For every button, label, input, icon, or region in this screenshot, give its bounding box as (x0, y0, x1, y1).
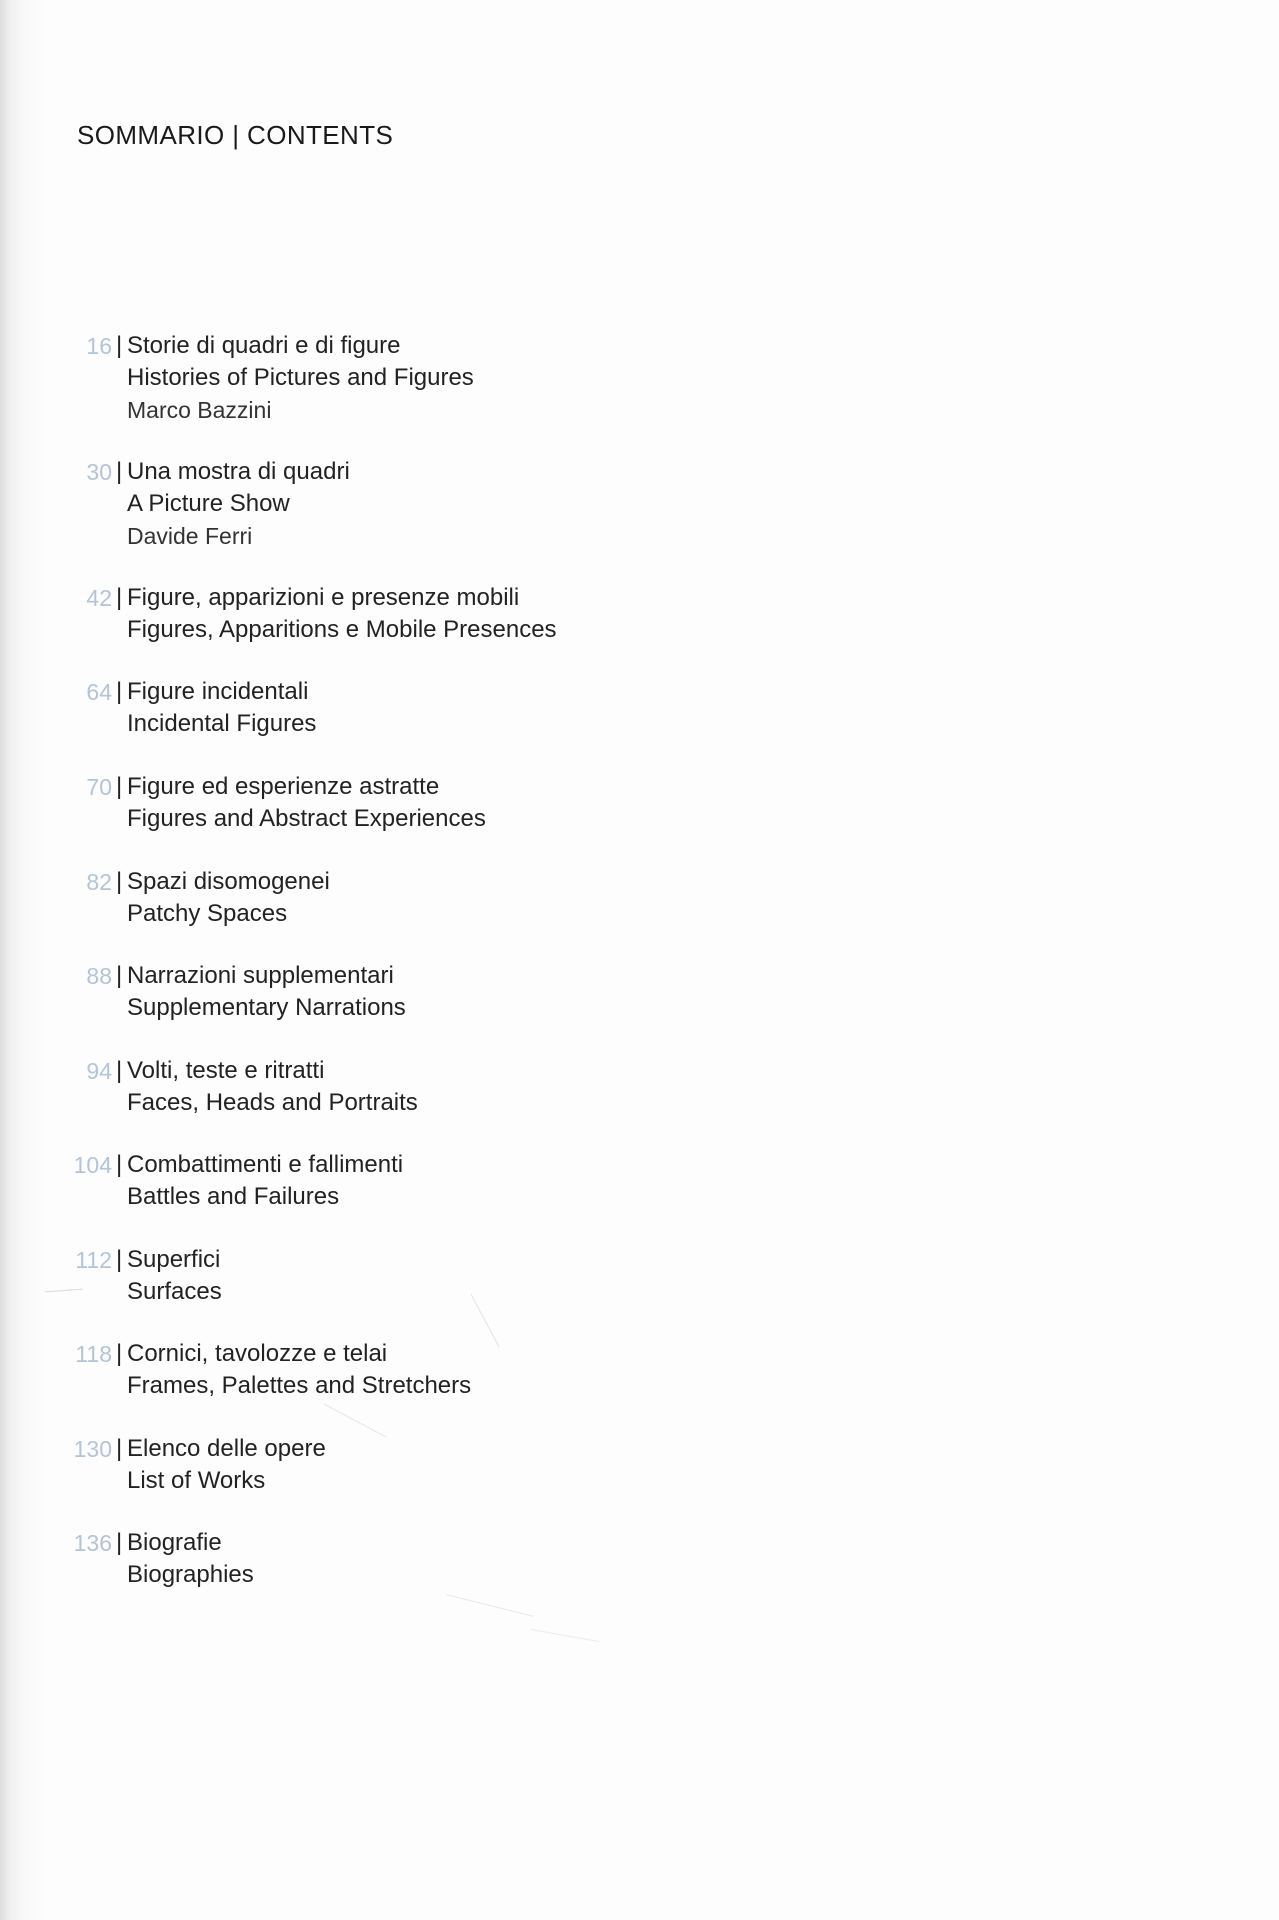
italian-title: Figure incidentali (127, 678, 309, 705)
page-number: 88 (86, 963, 112, 989)
english-title: Supplementary Narrations (127, 994, 406, 1021)
separator: | (116, 1151, 123, 1178)
separator: | (116, 332, 123, 359)
italian-title: Figure ed esperienze astratte (127, 773, 440, 800)
english-title: Figures and Abstract Experiences (127, 805, 486, 832)
author: Marco Bazzini (127, 397, 272, 423)
english-title: Frames, Palettes and Stretchers (127, 1372, 472, 1399)
separator: | (116, 458, 123, 485)
italian-title: Cornici, tavolozze e telai (127, 1340, 388, 1367)
english-title: List of Works (127, 1467, 266, 1494)
scan-mark (324, 1404, 386, 1438)
english-title: Battles and Failures (127, 1183, 340, 1210)
italian-title: Storie di quadri e di figure (127, 332, 401, 359)
page-number: 112 (75, 1247, 112, 1273)
english-title: Patchy Spaces (127, 900, 288, 927)
separator: | (116, 1435, 123, 1462)
page-number: 94 (86, 1058, 112, 1084)
page-number: 16 (86, 333, 112, 359)
author: Davide Ferri (127, 523, 253, 549)
scan-mark (446, 1594, 534, 1617)
separator: | (116, 962, 123, 989)
english-title: Biographies (127, 1561, 254, 1588)
italian-title: Figure, apparizioni e presenze mobili (127, 584, 520, 611)
separator: | (116, 773, 123, 800)
separator: | (116, 584, 123, 611)
separator: | (116, 1057, 123, 1084)
italian-title: Spazi disomogenei (127, 868, 330, 895)
italian-title: Una mostra di quadri (127, 458, 350, 485)
english-title: Incidental Figures (127, 710, 317, 737)
page-heading: SOMMARIO | CONTENTS (77, 120, 394, 150)
italian-title: Superfici (127, 1246, 221, 1273)
italian-title: Volti, teste e ritratti (127, 1057, 325, 1084)
scan-mark (470, 1294, 499, 1347)
page-number: 70 (86, 774, 112, 800)
italian-title: Elenco delle opere (127, 1435, 326, 1462)
italian-title: Narrazioni supplementari (127, 962, 394, 989)
separator: | (116, 678, 123, 705)
page-number: 42 (86, 585, 112, 611)
page-number: 64 (86, 679, 112, 705)
page-number: 136 (73, 1530, 112, 1556)
page-number: 118 (75, 1341, 112, 1367)
scan-mark (45, 1289, 83, 1293)
english-title: Histories of Pictures and Figures (127, 364, 474, 391)
page-number: 104 (73, 1152, 112, 1178)
english-title: A Picture Show (127, 490, 290, 517)
page-number: 30 (86, 459, 112, 485)
english-title: Faces, Heads and Portraits (127, 1089, 418, 1116)
separator: | (116, 1529, 123, 1556)
english-title: Surfaces (127, 1278, 222, 1305)
page-number: 82 (86, 869, 112, 895)
italian-title: Biografie (127, 1529, 222, 1556)
separator: | (116, 868, 123, 895)
separator: | (116, 1340, 123, 1367)
italian-title: Combattimenti e fallimenti (127, 1151, 404, 1178)
english-title: Figures, Apparitions e Mobile Presences (127, 616, 557, 643)
separator: | (116, 1246, 123, 1273)
page-number: 130 (73, 1436, 112, 1462)
scan-mark (530, 1629, 599, 1642)
